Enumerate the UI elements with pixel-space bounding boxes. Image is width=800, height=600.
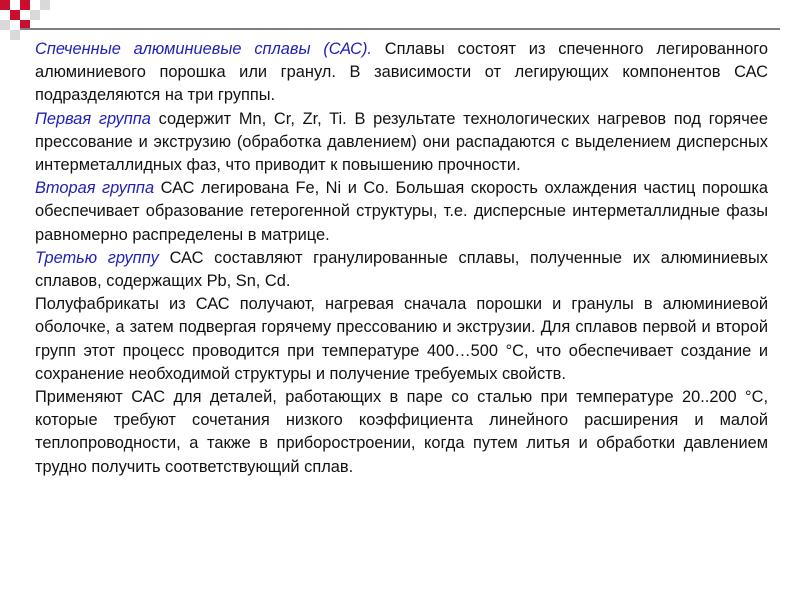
paragraph-text: Применяют САС для деталей, работающих в паре со сталью при температуре 20..200 °С, которые требуют сочетания низкого коэффициента линейного расширения и малой теплопроводности, а также в приборостроении, когда путем литья и обработки давлением трудно получить соответствующий сплав. — [35, 388, 768, 476]
deco-square — [10, 30, 20, 40]
paragraph-text: САС легирована Fe, Ni и Co. Большая скорость охлаждения частиц порошка обеспечивает образование гетерогенной структуры, т.е. дисперсные интерметаллидные фазы равномерно распределены в матрице. — [35, 179, 768, 244]
paragraph — [35, 293, 768, 386]
paragraph-text: Сплавы состоят из спеченного легированного алюминиевого порошка или гранул. В зависимости от легирующих компонентов САС подразделяются на три группы. — [35, 40, 768, 105]
paragraph-lead: Вторая группа — [35, 179, 155, 198]
paragraph — [35, 108, 768, 178]
paragraph-text: САС составляют гранулированные сплавы, полученные их алюминиевых сплавов, содержащих Pb, Sn, Cd. — [35, 248, 768, 291]
title-rule — [20, 28, 780, 30]
deco-square — [30, 10, 40, 20]
paragraph-text: содержит Mn, Cr, Zr, Ti. В результате технологических нагревов под горячее прессование и экструзию (обработка давлением) они распадаются с выделением дисперсных интерметаллидных фаз, что приводит к повышению прочности. — [35, 109, 769, 175]
deco-square — [10, 10, 20, 20]
slide-text — [35, 38, 768, 479]
deco-square — [0, 20, 10, 30]
paragraph — [35, 38, 768, 108]
paragraph — [35, 386, 768, 479]
paragraph-lead: Первая группа — [35, 109, 151, 128]
deco-square — [0, 0, 10, 10]
deco-square — [20, 0, 30, 10]
paragraph — [35, 247, 768, 293]
paragraph-lead: Спеченные алюминиевые сплавы (САС). — [35, 40, 372, 58]
paragraph-text: Полуфабрикаты из САС получают, нагревая сначала порошки и гранулы в алюминиевой оболочке, а затем подвергая горячему прессованию и экструзии. Для сплавов первой и второй групп этот процесс проводится при температуре 400…500 °С, что обеспечивает создание и сохранение необходимой структуры и получение требуемых свойств. — [35, 295, 768, 383]
deco-square — [40, 0, 50, 10]
paragraph-lead: Третью группу — [35, 248, 159, 267]
paragraph — [35, 177, 768, 247]
